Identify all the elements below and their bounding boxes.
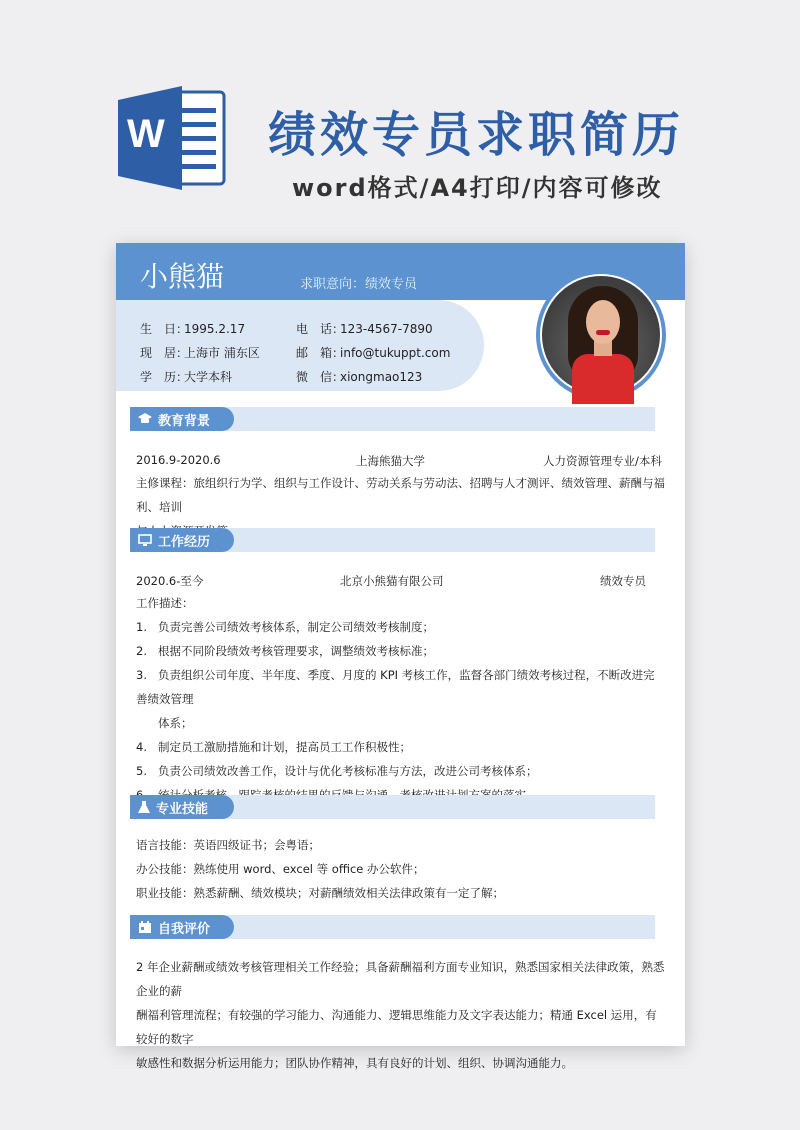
word-logo-letter: W [127,112,165,156]
hero-title: 绩效专员求职简历 [268,107,685,163]
section-self-title: 自我评价 [158,921,211,937]
work-item: 4. 制定员工激励措施和计划，提高员工工作积极性； [136,740,411,754]
flask-icon [138,801,150,813]
work-description [136,591,666,807]
section-skills-title: 专业技能 [156,801,209,817]
hero-subtitle: word格式/A4打印/内容可修改 [292,174,663,202]
section-self-evaluation [130,915,655,939]
work-item: 3. 负责组织公司年度、半年度、季度、月度的 KPI 考核工作，监督各部门绩效考核过程，不断改进完善绩效管理 [136,668,655,706]
monitor-icon [138,534,152,546]
work-item: 2. 根据不同阶段绩效考核管理要求，调整绩效考核标准； [136,644,434,658]
info-wechat: 微 信：xiongmao123 [296,370,423,384]
work-position: 绩效专员 [600,574,646,588]
resume-name: 小熊猫 [140,260,225,293]
education-major: 人力资源管理专业/本科 [543,454,662,468]
skill-line: 办公技能：熟练使用 word、excel 等 office 办公软件； [136,862,425,876]
section-education-title: 教育背景 [158,413,211,429]
info-phone: 电 话：123-4567-7890 [296,322,433,336]
graduation-cap-icon [138,413,152,425]
resume-paper [116,243,685,1070]
job-intent-value: 绩效专员 [365,277,418,292]
work-company: 北京小熊猫有限公司 [340,574,444,588]
profile-photo-frame [536,270,666,400]
section-work-title: 工作经历 [158,534,211,550]
work-item: 体系； [158,716,193,730]
work-item: 5. 负责公司绩效改善工作，设计与优化考核标准与方法，改进公司考核体系； [136,764,538,778]
work-desc-label: 工作描述： [136,596,194,610]
education-period: 2016.9-2020.6 [136,453,221,467]
job-intent-label: 求职意向： [300,277,366,292]
skill-line: 职业技能：熟悉薪酬、绩效模块；对薪酬绩效相关法律政策有一定了解； [136,886,504,900]
work-period: 2020.6-至今 [136,574,204,588]
info-residence: 现 居：上海市 浦东区 [140,346,260,360]
section-work [130,528,655,552]
education-courses: 主修课程：旅组织行为学、组织与工作设计、劳动关系与劳动法、招聘与人才测评、绩效管理、薪酬与福利、培训 [136,476,665,514]
profile-photo [540,274,662,396]
work-item: 1. 负责完善公司绩效考核体系，制定公司绩效考核制度； [136,620,434,634]
job-intent [300,273,417,292]
self-evaluation-text: 2 年企业薪酬或绩效考核管理相关工作经验；具备薪酬福利方面专业知识，熟悉国家相关法律政策，熟悉企业的薪 酬福利管理流程；有较强的学习能力、沟通能力、逻辑思维能力及文字表达能力；精通 Excel 运用，有较好的数字 敏感性和数据分析运用能力；团队协作精神，具有良好的计划、组织、协调沟通能力。 [136,960,665,1070]
education-school: 上海熊猫大学 [356,454,425,468]
calendar-icon [138,921,152,933]
skills-list [136,833,666,905]
skill-line: 语言技能：英语四级证书；会粤语； [136,838,320,852]
info-birthday: 生 日：1995.2.17 [140,322,246,336]
section-skills [130,795,655,819]
info-education: 学 历：大学本科 [140,370,233,384]
info-email: 邮 箱：info@tukuppt.com [296,346,451,360]
section-education [130,407,655,431]
